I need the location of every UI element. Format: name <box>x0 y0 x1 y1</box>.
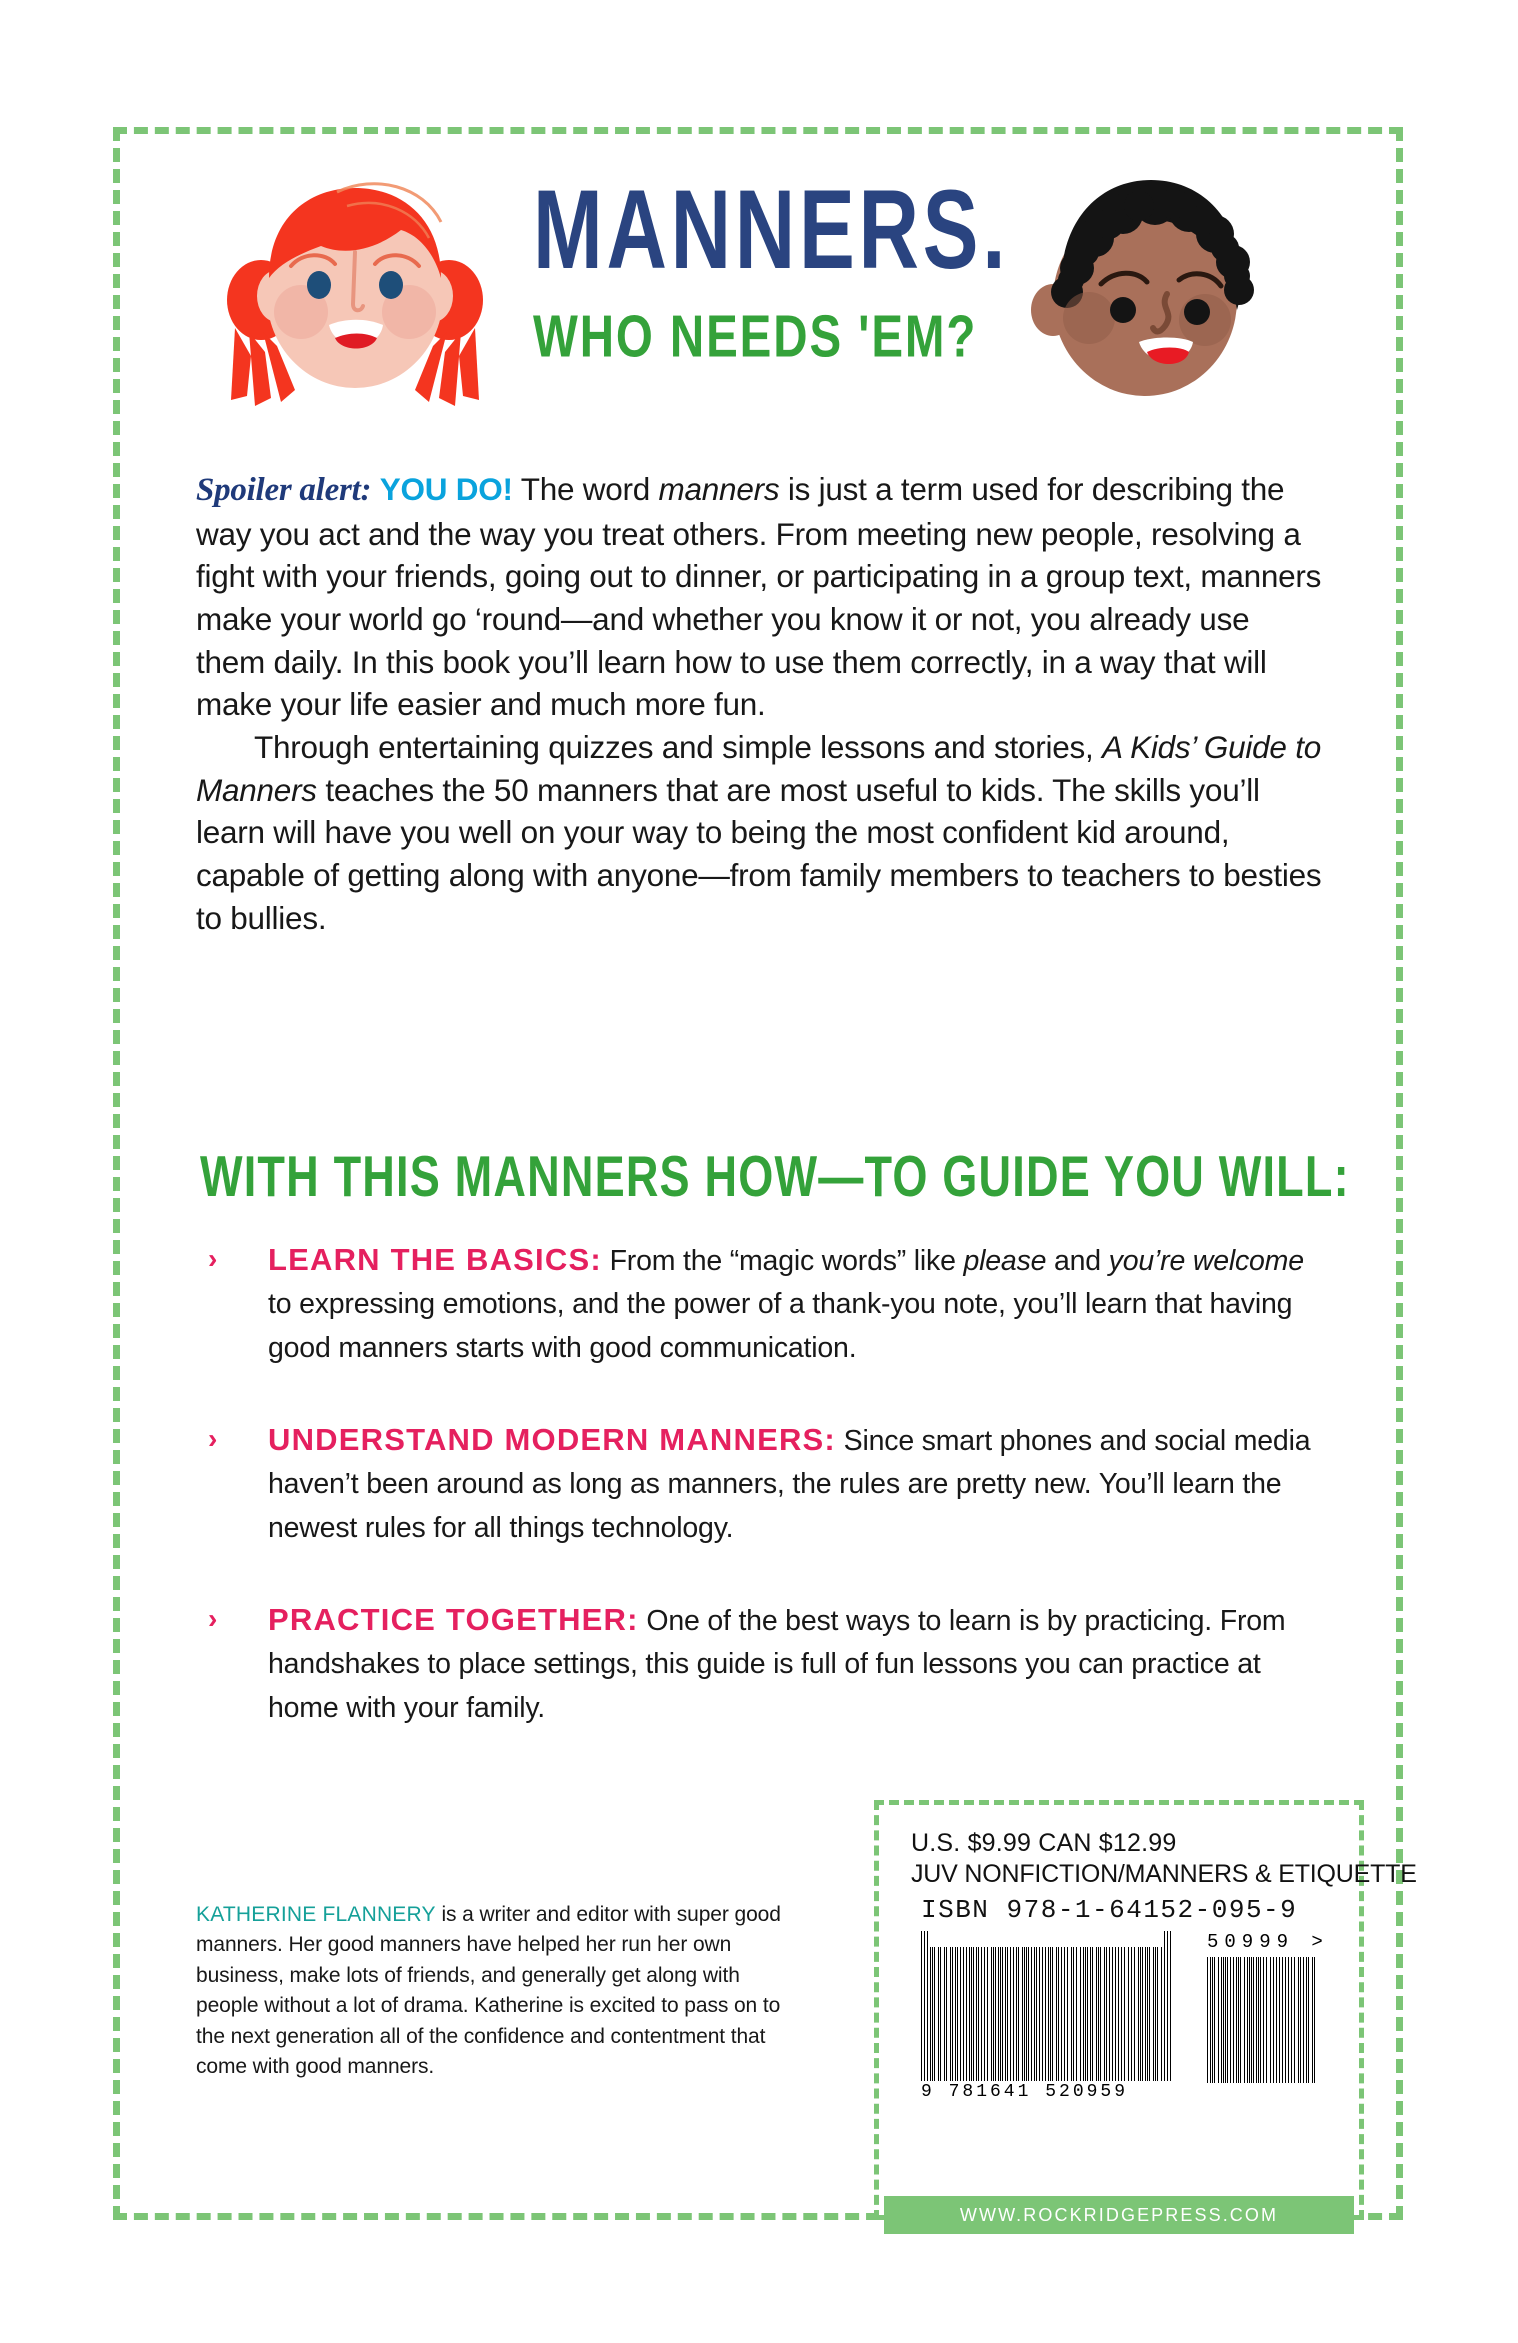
barcode-addon <box>1207 1931 1329 2083</box>
chevron-right-icon: › <box>208 1422 218 1454</box>
para1-italic-manners: manners <box>658 471 780 507</box>
bullet-text-1: From the “magic words” like <box>601 1245 964 1277</box>
you-do-label: YOU DO! <box>379 471 513 507</box>
bullet-label: UNDERSTAND MODERN MANNERS: <box>268 1421 836 1457</box>
author-bio <box>196 1900 796 2083</box>
chevron-right-icon: › <box>208 1243 218 1274</box>
girl-face-illustration <box>225 160 485 440</box>
publisher-website-label: WWW.ROCKRIDGEPRESS.COM <box>959 2204 1279 2225</box>
bullet-text-1: One of the best ways to learn is by practicing. From handshakes to place settings, this guide is full of fun lessons you can practice at home with your family. <box>268 1604 1286 1724</box>
list-item <box>196 1596 1326 1730</box>
para1-part1: The word <box>512 471 659 507</box>
description-paragraph-1 <box>196 468 1322 726</box>
bullet-text-3: to expressing emotions, and the power of a thank-you note, you’ll learn that having good manners starts with good communication. <box>268 1288 1293 1364</box>
para2-italic-booktitle: A Kids’ Guide to Manners <box>196 729 1321 808</box>
bullet-italic-1a: please <box>963 1245 1047 1277</box>
lead-space <box>371 471 380 507</box>
title-block <box>533 168 1053 369</box>
description-paragraph-2 <box>196 726 1322 939</box>
bullet-italic-1b: you’re welcome <box>1108 1245 1304 1277</box>
list-item <box>196 1416 1326 1550</box>
barcode-digits: 9 781641 520959 <box>921 2082 1129 2102</box>
author-bio-text: is a writer and editor with super good manners. Her good manners have helped her run her own business, make lots of friends, and generally get along with people without a lot of drama. Katherine is excited to pass on to the next generation all of the confidence and contentment that come with good manners. <box>196 1903 781 2079</box>
bullet-label: PRACTICE TOGETHER: <box>268 1601 639 1637</box>
boy-face-illustration <box>1005 160 1265 440</box>
feature-list <box>196 1236 1326 1776</box>
author-name: KATHERINE FLANNERY <box>196 1903 436 1926</box>
barcode-ean13 <box>921 1931 1173 2102</box>
page-title: MANNERS. <box>533 168 1010 293</box>
isbn-number: ISBN 978-1-64152-095-9 <box>921 1895 1298 1925</box>
chevron-right-icon: › <box>208 1602 218 1634</box>
cover-header <box>113 160 1403 440</box>
para2-part1: Through entertaining quizzes and simple lessons and stories, <box>254 729 1102 766</box>
section-heading: WITH THIS MANNERS HOW—TO GUIDE YOU WILL: <box>200 1143 1350 1209</box>
barcode-addon-bars <box>1207 1955 1317 2083</box>
barcode-group <box>921 1931 1359 2102</box>
barcode-bars <box>921 1931 1173 2081</box>
bullet-label: LEARN THE BASICS: <box>268 1242 602 1277</box>
para1-part2: is just a term used for describing the way you act and the way you treat others. From meeting new people, resolving a fight with your friends, going out to dinner, or participating in a group text, manners make your world go ‘round—and whether you know it or not, you already use them daily. In this book you’ll learn how to use them correctly, in a way that will make your life easier and much more fun. <box>196 471 1322 723</box>
category-line: JUV NONFICTION/MANNERS & ETIQUETTE <box>911 1860 1417 1888</box>
para2-part2: teaches the 50 manners that are most useful to kids. The skills you’ll learn will have you well on your way to being the most confident kid around, capable of getting along with anyone—from family members to teachers to besties to bullies. <box>196 771 1322 936</box>
description-text <box>196 468 1322 939</box>
page-subtitle: WHO NEEDS 'EM? <box>533 302 978 369</box>
barcode-addon-digits: 50999 > <box>1207 1931 1329 1953</box>
spoiler-alert-label: Spoiler alert: <box>196 472 372 508</box>
isbn-panel <box>874 1800 1417 2220</box>
list-item <box>196 1236 1326 1370</box>
price-line: U.S. $9.99 CAN $12.99 <box>911 1829 1177 1857</box>
publisher-website-bar[interactable] <box>884 2196 1354 2234</box>
bullet-text-1: Since smart phones and social media haven’t been around as long as manners, the rules are pretty new. You’ll learn the newest rules for all things technology. <box>268 1424 1311 1544</box>
bullet-text-2: and <box>1046 1245 1109 1277</box>
